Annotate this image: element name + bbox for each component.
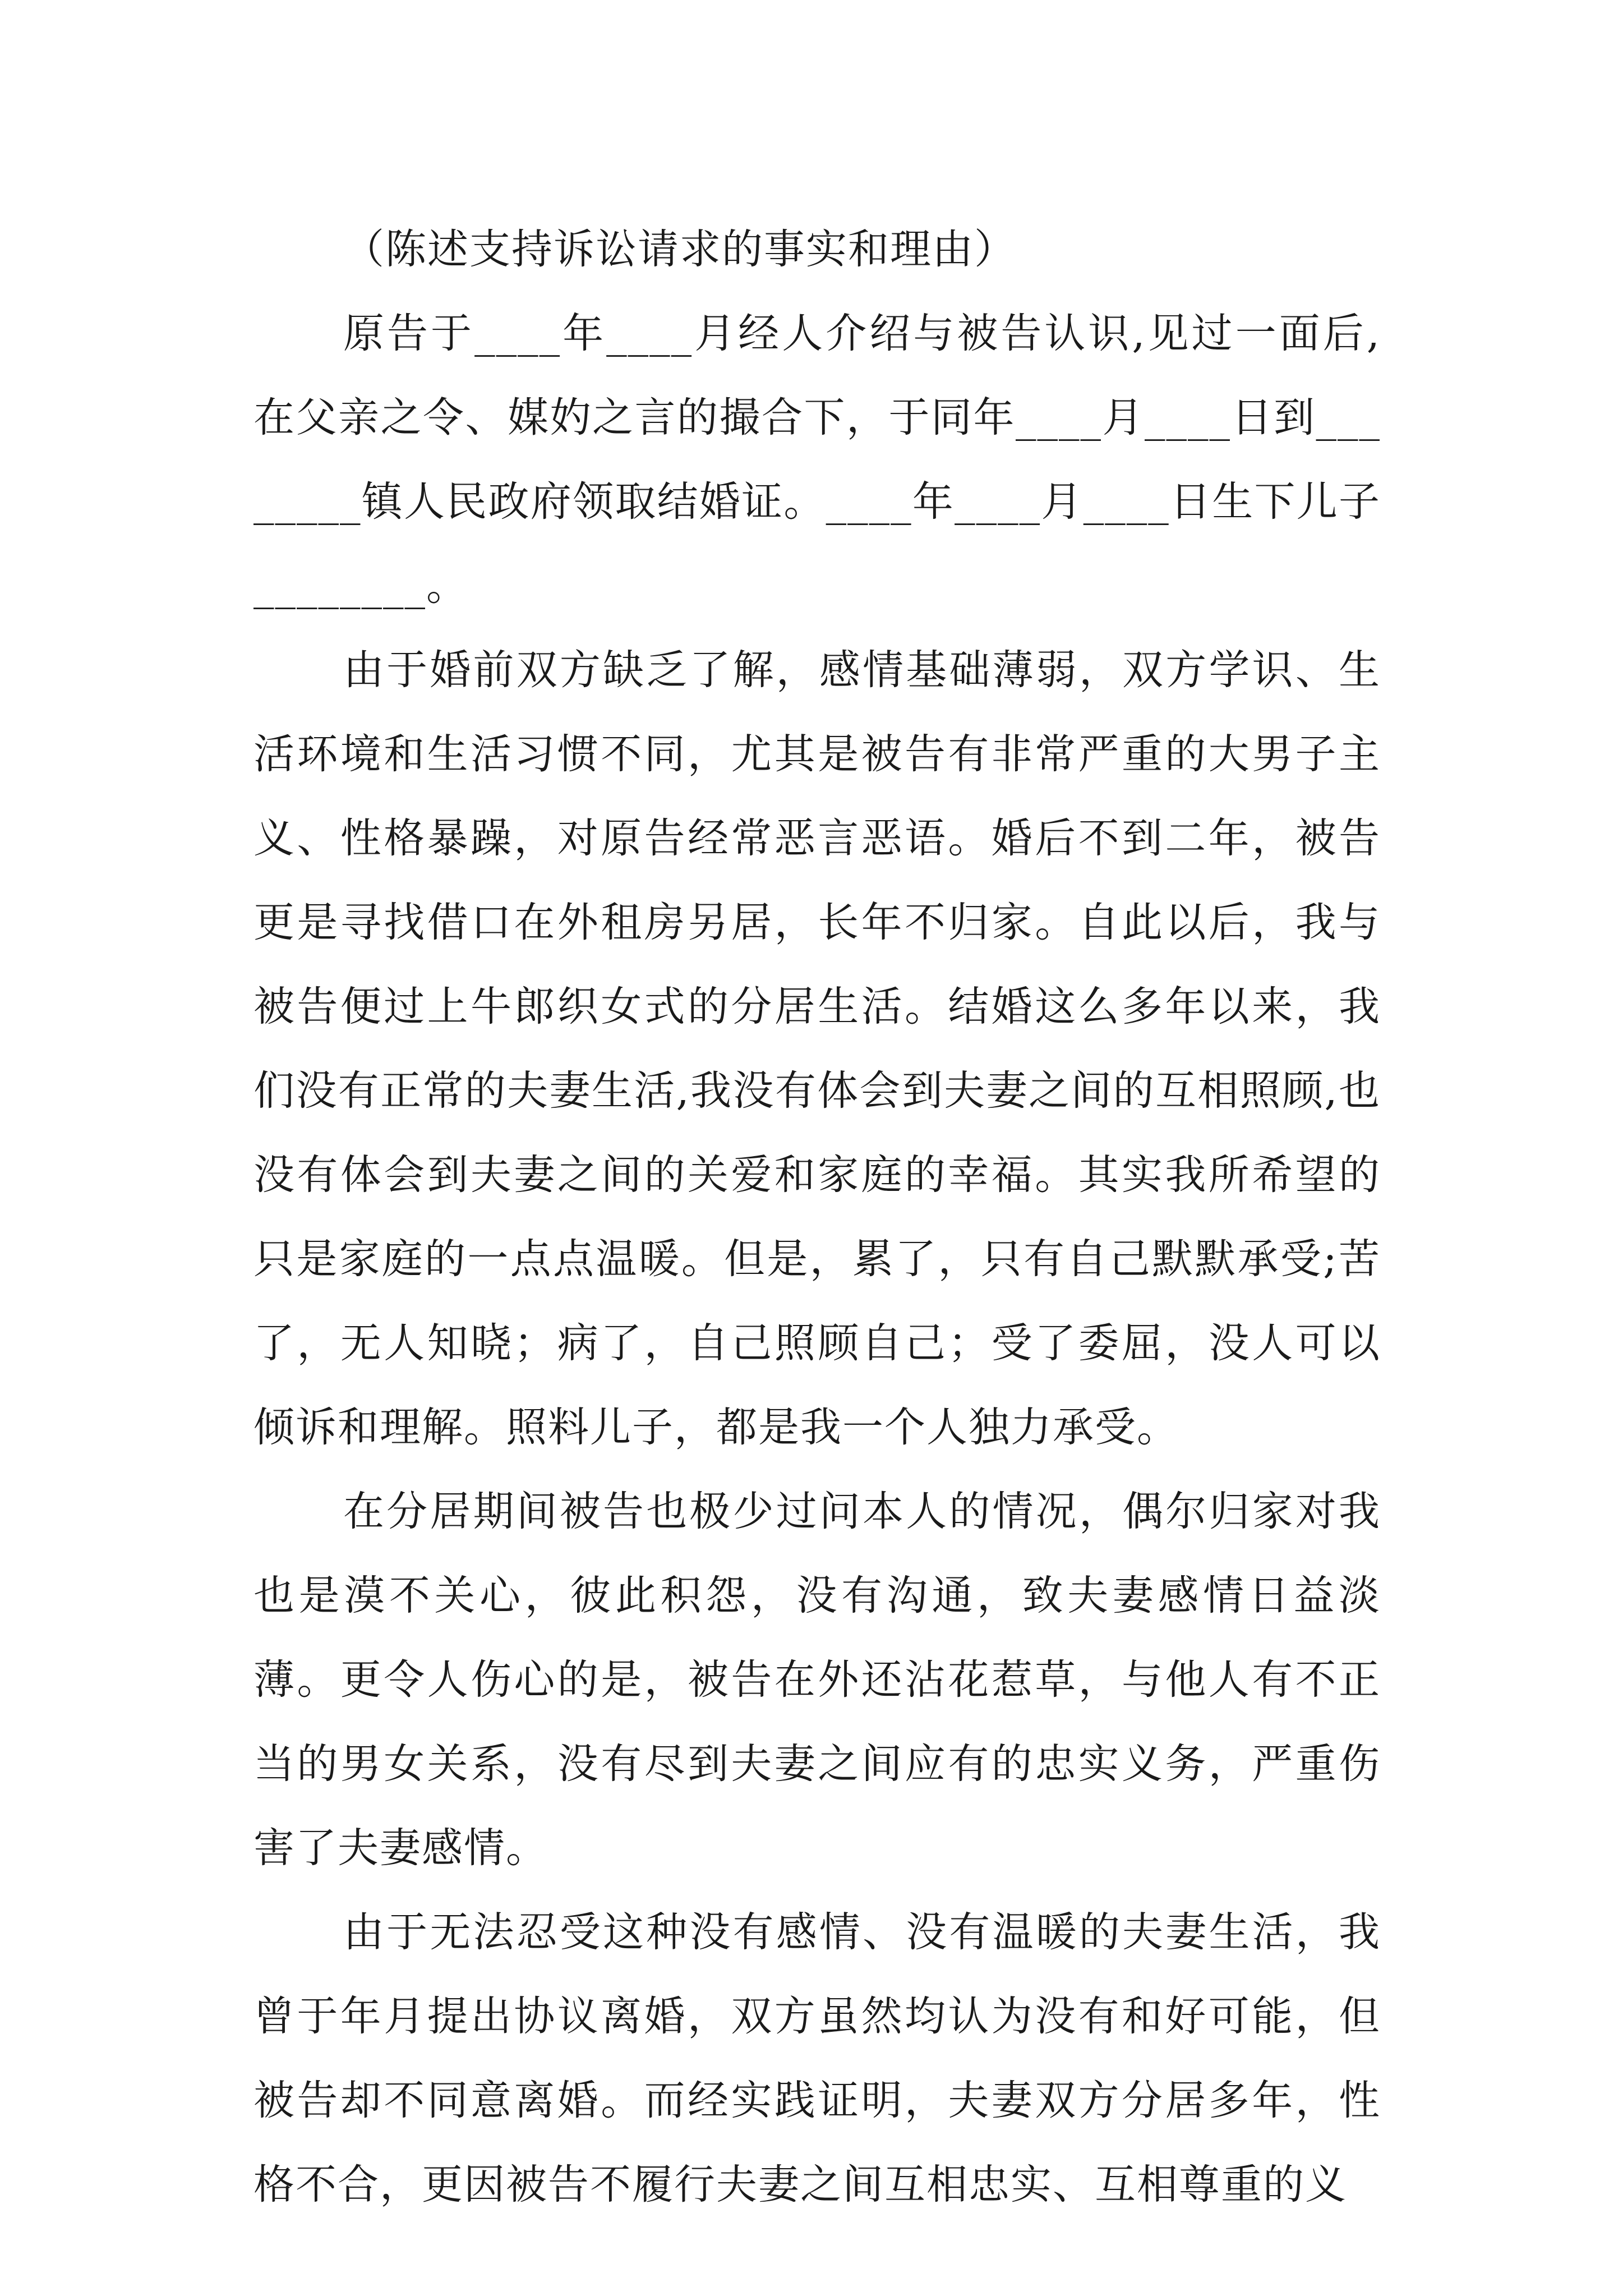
subheading: （陈述支持诉讼请求的事实和理由） [343,226,1016,273]
paragraph-separation-period: 在分居期间被告也极少过问本人的情况，偶尔归家对我也是漠不关心，彼此积怨，没有沟通，致夫妻感情日益淡薄。更令人伤心的是，被告在外还沾花惹草，与他人有不正当的男女关系，没有尽到夫妻之间应有的忠实义务，严重伤害了夫妻感情。 [253,1488,1381,1872]
paragraph-divorce-attempt: 由于无法忍受这种没有感情、没有温暖的夫妻生活，我曾于年月提出协议离婚，双方虽然均认为没有和好可能，但被告却不同意离婚。而经实践证明，夫妻双方分居多年，性格不合，更因被告不履行夫妻之间互相忠实、互相尊重的义 [253,1908,1381,2208]
document-body [253,208,1381,2227]
paragraph-marriage-facts: 原告于____年____月经人介绍与被告认识,见过一面后,在父亲之令、媒妁之言的撮合下，于同年____月____日到________镇人民政府领取结婚证。____年____月____日生下儿子________。 [253,310,1381,610]
paragraph-relationship-breakdown: 由于婚前双方缺乏了解，感情基础薄弱，双方学识、生活环境和生活习惯不同，尤其是被告有非常严重的大男子主义、性格暴躁，对原告经常恶言恶语。婚后不到二年，被告更是寻找借口在外租房另居，长年不归家。自此以后，我与被告便过上牛郎织女式的分居生活。结婚这么多年以来，我们没有正常的夫妻生活,我没有体会到夫妻之间的互相照顾,也没有体会到夫妻之间的关爱和家庭的幸福。其实我所希望的只是家庭的一点点温暖。但是，累了，只有自己默默承受;苦了，无人知晓；病了，自己照顾自己；受了委屈，没人可以倾诉和理解。照料儿子，都是我一个人独力承受。 [253,646,1381,1451]
